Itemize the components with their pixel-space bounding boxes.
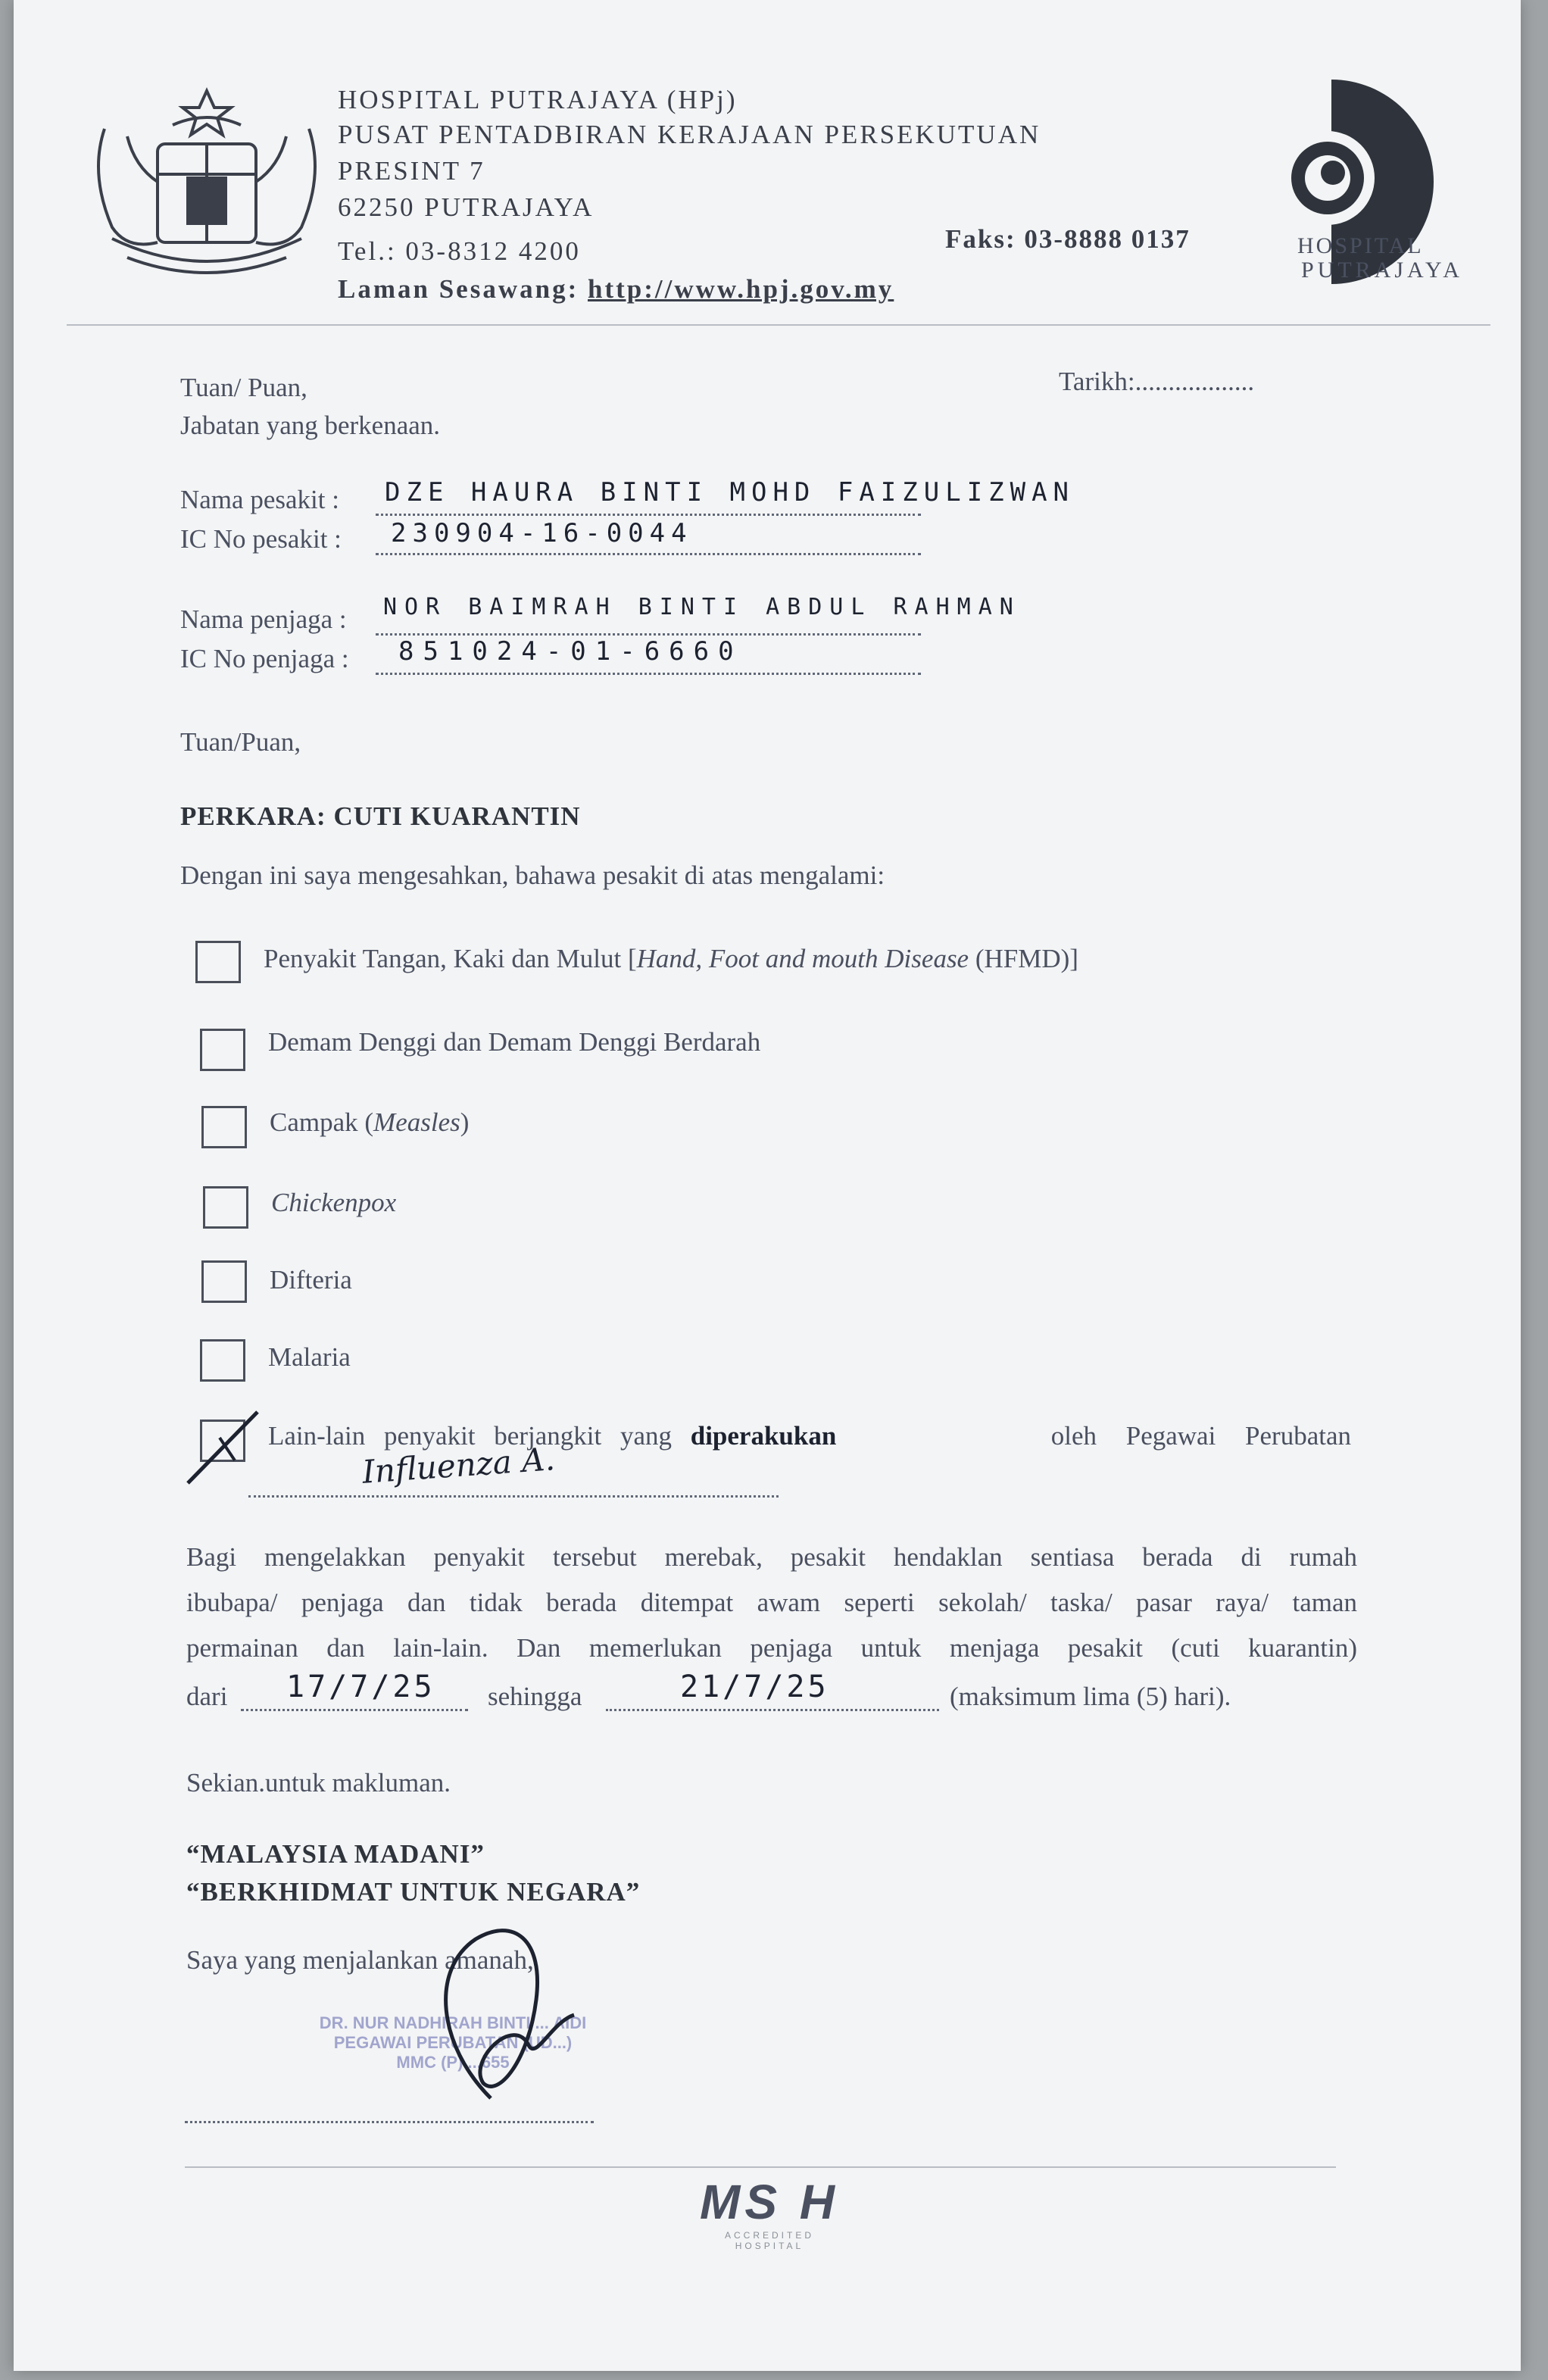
guardian-name-line [376, 633, 921, 636]
paragraph-line-3: permainan dan lain-lain. Dan memerlukan penjaga untuk menjaga pesakit (cuti kuarantin) [186, 1633, 1357, 1663]
motto-2: “BERKHIDMAT UNTUK NEGARA” [186, 1877, 641, 1907]
condition-hfmd-italic: Hand, Foot and mouth Disease [636, 944, 969, 973]
condition-measles-text-2: ) [460, 1107, 470, 1137]
date-from-line [241, 1709, 468, 1711]
other-disease-handwritten[interactable]: Influenza A. [360, 1440, 557, 1491]
paragraph-line-2: ibubapa/ penjaga dan tidak berada ditempat awam seperti sekolah/ taska/ pasar raya/ taman [186, 1588, 1357, 1617]
condition-dengue: Demam Denggi dan Demam Denggi Berdarah [268, 1027, 761, 1057]
stamp-line-3: MMC (P) ...655 [396, 2053, 510, 2072]
header-line-2: PUSAT PENTADBIRAN KERAJAAN PERSEKUTUAN [338, 120, 1041, 149]
condition-hfmd-text-1: Penyakit Tangan, Kaki dan Mulut [ [264, 944, 637, 973]
paragraph-dari: dari [186, 1682, 228, 1711]
msqh-logo [679, 2174, 860, 2251]
header-divider [67, 324, 1490, 326]
logo-text-putrajaya: PUTRAJAYA [1301, 258, 1463, 283]
guardian-name-label: Nama penjaga : [180, 604, 347, 634]
condition-other-bold: diperakukan [690, 1421, 837, 1451]
patient-ic-label-text: IC No pesakit [180, 524, 328, 554]
patient-name-line [376, 514, 921, 516]
letter-page [14, 0, 1521, 2371]
patient-name-label-text: Nama pesakit [180, 485, 326, 514]
salutation-line-2: Jabatan yang berkenaan. [180, 411, 441, 440]
patient-ic-value[interactable]: 230904-16-0044 [391, 518, 693, 548]
guardian-ic-label-text: IC No penjaga [180, 644, 336, 673]
signoff-text: Saya yang menjalankan amanah, [186, 1945, 534, 1975]
date-from-value[interactable]: 17/7/25 [286, 1669, 435, 1704]
checkbox-malaria[interactable] [200, 1339, 245, 1382]
greeting: Tuan/Puan, [180, 727, 301, 757]
paragraph-max: (maksimum lima (5) hari). [950, 1682, 1231, 1711]
msqh-sub-2: HOSPITAL [735, 2241, 804, 2251]
condition-hfmd [264, 944, 1078, 974]
guardian-ic-value[interactable]: 851024-01-6660 [398, 636, 743, 667]
intro-text: Dengan ini saya mengesahkan, bahawa pesakit di atas mengalami: [180, 860, 885, 890]
subject-heading: PERKARA: CUTI KUARANTIN [180, 801, 581, 831]
signature-line [185, 2121, 594, 2123]
header-line-3: PRESINT 7 [338, 156, 485, 186]
paragraph-sehingga: sehingga [488, 1682, 582, 1711]
header-fax: Faks: 03-8888 0137 [945, 224, 1191, 254]
guardian-ic-line [376, 673, 921, 675]
condition-measles [270, 1107, 469, 1138]
coat-of-arms-logo [82, 83, 332, 288]
condition-measles-text-1: Campak ( [270, 1107, 374, 1137]
condition-other [268, 1421, 1351, 1451]
guardian-name-value[interactable]: NOR BAIMRAH BINTI ABDUL RAHMAN [383, 594, 1021, 620]
date-field[interactable]: Tarikh:.................. [1059, 367, 1255, 396]
stamp-line-1: DR. NUR NADHIRAH BINTI ... AIDI [319, 2013, 587, 2032]
other-disease-line [248, 1495, 779, 1498]
patient-ic-label: IC No pesakit : [180, 524, 342, 554]
msqh-logo-text: MS H [700, 2175, 839, 2229]
date-to-line [606, 1709, 939, 1711]
checkbox-measles[interactable] [201, 1106, 247, 1148]
condition-other-text-2: oleh Pegawai Perubatan [1050, 1421, 1351, 1451]
paragraph-line-1: Bagi mengelakkan penyakit tersebut merebak, pesakit hendaklan sentiasa berada di rumah [186, 1542, 1357, 1572]
closing-text: Sekian.untuk makluman. [186, 1768, 451, 1797]
condition-measles-italic: Measles [373, 1107, 460, 1137]
patient-name-value[interactable]: DZE HAURA BINTI MOHD FAIZULIZWAN [385, 477, 1075, 508]
condition-diphtheria: Difteria [270, 1265, 352, 1295]
checkbox-dengue[interactable] [200, 1029, 245, 1071]
checkmark-icon [182, 1407, 265, 1491]
header-website [338, 274, 894, 305]
date-to-value[interactable]: 21/7/25 [680, 1669, 829, 1704]
guardian-ic-label: IC No penjaga : [180, 644, 349, 673]
motto-1: “MALAYSIA MADANI” [186, 1839, 485, 1869]
msqh-sub-1: ACCREDITED [724, 2230, 814, 2241]
condition-chickenpox [271, 1188, 396, 1218]
checkbox-diphtheria[interactable] [201, 1260, 247, 1303]
guardian-name-label-text: Nama penjaga [180, 604, 333, 634]
patient-ic-line [376, 553, 921, 555]
doctor-signature [423, 1894, 620, 2121]
website-label: Laman Sesawang: [338, 274, 579, 304]
header-line-1: HOSPITAL PUTRAJAYA (HPj) [338, 85, 738, 114]
condition-other-text-1: Lain-lain penyakit berjangkit yang [268, 1421, 691, 1451]
checkbox-chickenpox[interactable] [203, 1186, 248, 1229]
salutation-line-1: Tuan/ Puan, [180, 373, 307, 402]
stamp-line-2: PEGAWAI PERUBATAN (UD...) [333, 2033, 573, 2052]
condition-chickenpox-italic: Chickenpox [271, 1188, 397, 1217]
condition-malaria: Malaria [268, 1342, 351, 1372]
logo-text-hospital: HOSPITAL [1297, 233, 1424, 258]
checkbox-hfmd[interactable] [195, 941, 241, 983]
header-tel: Tel.: 03-8312 4200 [338, 236, 581, 266]
condition-hfmd-text-2: (HFMD)] [969, 944, 1078, 973]
website-link[interactable]: http://www.hpj.gov.my [587, 274, 894, 304]
footer-divider [185, 2166, 1336, 2168]
header-line-4: 62250 PUTRAJAYA [338, 192, 595, 222]
patient-name-label: Nama pesakit : [180, 485, 339, 514]
